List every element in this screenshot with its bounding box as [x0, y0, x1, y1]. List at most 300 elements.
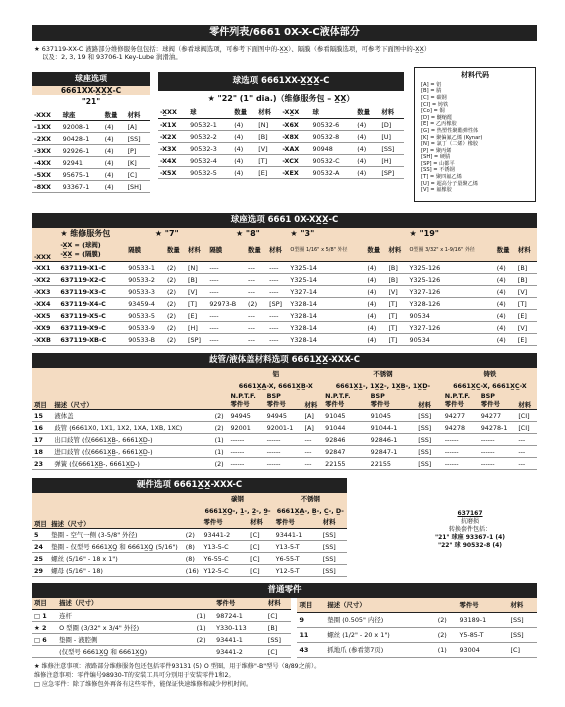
page-title: 零件列表/6661 0X-X-C液体部分: [32, 25, 537, 41]
table-cell: ------: [479, 458, 517, 470]
table-row: [32, 553, 347, 565]
table-cell: (2): [213, 410, 229, 422]
table-cell: Y327-126: [408, 286, 495, 298]
table-cell: 637119-X5-C: [58, 310, 126, 322]
table-cell: -XX4: [32, 298, 58, 310]
table-cell: 23: [32, 458, 52, 470]
table-cell: ----: [207, 310, 246, 322]
table-row: [32, 610, 291, 622]
common-col-mat-2: 材料: [510, 600, 524, 609]
seat-col-code: -XXX: [34, 110, 51, 119]
table-cell: 垫圈 - 液腔侧: [57, 634, 195, 646]
table-cell: Y12-5-C: [201, 565, 248, 577]
table-cell: 螺母 (5/16" - 18): [49, 565, 184, 577]
table-cell: [B]: [266, 622, 292, 634]
table-cell: Y325-126: [408, 262, 495, 274]
ball-col-mat: 材料: [258, 108, 272, 117]
table-cell: [T]: [386, 298, 407, 310]
legend-item: [SH] = 硬腈: [421, 154, 451, 161]
table-cell: [A]: [302, 422, 323, 434]
table-row: [32, 634, 291, 646]
table-cell: ---: [302, 458, 323, 470]
group-19-sub: O型圈 3/32" x 1-9/16" 外径: [409, 247, 475, 254]
legend-item: [U] = 超高分子量聚乙烯: [421, 180, 478, 187]
table-cell: 92973-B: [207, 298, 246, 310]
table-cell: ★ 2: [32, 622, 57, 634]
table-row: [32, 410, 537, 422]
table-cell: 22155: [323, 458, 369, 470]
table-row: -X2X 90532-2 (4) [B] -X8X 90532-8 (4) [U]: [158, 131, 404, 143]
table-cell: Y325-14: [288, 262, 365, 274]
seat-col-qty: 数量: [104, 110, 118, 119]
table-cell: (2): [165, 274, 186, 286]
common-col-item-2: 项目: [299, 600, 313, 609]
table-cell: (1): [195, 610, 215, 622]
ball-col-mat-2: 材料: [381, 108, 395, 117]
common-col-part: 零件号: [216, 599, 236, 608]
table-cell: Y327-14: [288, 286, 365, 298]
table-cell: (4): [495, 310, 516, 322]
seat-options-table: [32, 72, 150, 193]
table-cell: □ 1: [32, 610, 57, 622]
table-cell: [T]: [386, 322, 407, 334]
table-cell: 出口歧管 (仅6661X̲B̲-, 6661X̲D̲-): [52, 434, 212, 446]
table-cell: 92847-1: [369, 446, 417, 458]
table-cell: ------: [443, 434, 479, 446]
legend-item: [A] = 铝: [421, 81, 442, 88]
group-castiron: 铸铁: [483, 369, 497, 378]
table-cell: [C]: [248, 565, 274, 577]
table-cell: (4): [365, 334, 386, 346]
table-cell: [V]: [186, 286, 207, 298]
table-cell: Y13-5-C: [201, 541, 248, 553]
table-cell: ----: [207, 286, 246, 298]
kit-line-1: 抗磨损: [460, 518, 479, 525]
table-cell: Y6-55-C: [201, 553, 248, 565]
table-row: [32, 446, 537, 458]
legend-item: [C] = 碳钢: [421, 94, 447, 101]
table-cell: ---: [246, 274, 267, 286]
table-cell: (8): [184, 553, 202, 565]
table-cell: 92001: [228, 422, 264, 434]
col-alu-mat: 材料: [304, 401, 318, 410]
col-ci-npt: N.P.T.F. 零件号: [444, 392, 471, 409]
hw-col-mat-2: 材料: [322, 518, 336, 527]
table-cell: 90533-5: [126, 310, 165, 322]
table-cell: (8): [184, 541, 202, 553]
table-row: -8XX 93367-1 (4) [SH]: [32, 181, 150, 193]
table-cell: ---: [516, 446, 537, 458]
table-cell: 637119-X3-C: [58, 286, 126, 298]
table-cell: (2): [165, 298, 186, 310]
table-cell: [T]: [516, 298, 537, 310]
table-cell: (2): [165, 322, 186, 334]
group-stainless-models: 6661X̲1̲-, 1X̲2̲-, 1X̲B̲-, 1X̲D̲-: [335, 381, 431, 390]
table-cell: (1): [436, 643, 458, 658]
table-cell: Y330-113: [214, 622, 266, 634]
col-backup: 隔膜: [209, 246, 223, 255]
table-cell: -XXB: [32, 334, 58, 346]
table-cell: [CI]: [516, 422, 537, 434]
table-cell: 5: [32, 529, 49, 541]
table-cell: ---: [246, 262, 267, 274]
intro-text: [34, 45, 534, 61]
table-row: [32, 298, 537, 310]
col-qty-19: 数量: [496, 246, 510, 255]
table-cell: 11: [297, 628, 325, 643]
table-cell: 90533-1: [126, 262, 165, 274]
table-row: [32, 529, 347, 541]
table-cell: 92001-1: [265, 422, 303, 434]
table-cell: 29: [32, 565, 49, 577]
col-diaphragm: 隔膜: [128, 246, 141, 255]
table-cell: [SS]: [416, 446, 443, 458]
table-cell: 90534: [408, 334, 495, 346]
table-cell: 17: [32, 434, 52, 446]
table-cell: Y6-55-T: [274, 553, 321, 565]
table-cell: (2): [184, 529, 202, 541]
ball-col-qty: 数量: [234, 108, 247, 117]
hw-group-carbon-models: 6661X̲Q̲-, 1̲-, 2̲-, 9̲-: [204, 506, 271, 515]
ball-subheader: ★ "22" (1" dia.)（维修服务包 – X̲X̲）: [207, 93, 355, 103]
table-cell: [E]: [186, 310, 207, 322]
table-cell: 93004: [457, 643, 508, 658]
table-cell: 94945: [228, 410, 264, 422]
table-cell: -XX1: [32, 262, 58, 274]
diaphragm-options-table: [32, 213, 537, 346]
legend-item: [N] = 氯丁（二烯）橡胶: [421, 141, 479, 148]
table-cell: ---: [246, 322, 267, 334]
table-cell: 90533-9: [126, 322, 165, 334]
table-cell: 歧管 (6661X0, 1X1, 1X2, 1XA, 1XB, 1XC): [52, 422, 212, 434]
table-row: [32, 274, 537, 286]
table-cell: (4): [495, 286, 516, 298]
col-ss-bsp: BSP 零件号: [370, 392, 390, 409]
col-xxx: -XXX: [34, 253, 51, 262]
table-cell: ----: [207, 274, 246, 286]
table-cell: -XX9: [32, 322, 58, 334]
col-ss-mat: 材料: [418, 401, 431, 410]
table-cell: Y5-85-T: [457, 628, 508, 643]
legend-item: [D] = 醚缩醛: [421, 114, 453, 121]
manifold-options-table: [32, 353, 537, 470]
common-col-desc-2: 描述（尺寸）: [327, 600, 366, 609]
table-cell: (16): [184, 565, 202, 577]
common-col-desc: 描述（尺寸）: [59, 599, 98, 608]
table-cell: 90533-3: [126, 286, 165, 298]
table-cell: [SS]: [509, 628, 537, 643]
col-mat-7: 材料: [188, 246, 201, 255]
group-aluminum: 铝: [272, 369, 279, 378]
table-cell: [B]: [386, 262, 407, 274]
table-cell: 637119-X1-C: [58, 262, 126, 274]
table-cell: [B]: [386, 274, 407, 286]
table-row: [32, 622, 291, 634]
footnote-1: ★ 维修注意事项：液路部分维修服务包还包括零件93131 (5) O 型圈，用于维修"-B"型号（8/89之前）。: [34, 663, 321, 670]
footnote-2: 维修注意事项：零件编号98930-T的安装工具可分别用于安装零件1和2。: [34, 672, 235, 679]
table-cell: ------: [228, 458, 264, 470]
table-cell: 进口歧管 (仅6661X̲B̲-, 6661X̲D̲-): [52, 446, 212, 458]
hw-col-desc: 描述（尺寸）: [51, 520, 90, 529]
table-cell: ----: [267, 274, 288, 286]
table-row: [32, 565, 347, 577]
table-cell: ----: [207, 262, 246, 274]
table-cell: [E]: [516, 310, 537, 322]
hw-col-part-2: 零件号: [275, 518, 295, 527]
table-cell: 92846-1: [369, 434, 417, 446]
table-row: [32, 310, 537, 322]
common-col-mat: 材料: [267, 599, 281, 608]
table-cell: (2): [165, 286, 186, 298]
table-cell: -XX3: [32, 286, 58, 298]
table-cell: ---: [516, 458, 537, 470]
group-stainless: 不锈钢: [373, 369, 393, 378]
table-cell: [A]: [302, 410, 323, 422]
table-cell: [V]: [386, 286, 407, 298]
table-row: [32, 541, 347, 553]
table-cell: [E]: [516, 334, 537, 346]
table-cell: ---: [302, 446, 323, 458]
group-19: ★ "19": [409, 228, 439, 238]
table-cell: [SS]: [509, 613, 537, 628]
table-row: [32, 646, 291, 658]
hardware-options-table: [32, 478, 347, 577]
table-cell: Y328-14: [288, 298, 365, 310]
table-cell: 93441-1: [214, 634, 266, 646]
table-cell: [C]: [509, 643, 537, 658]
ball-header: 球选项 6661XX-X̲X̲X̲-C: [158, 72, 404, 91]
table-row: -X1X 90532-1 (4) [N] -X6X 90532-6 (4) [D]: [158, 119, 404, 131]
table-cell: 637119-X9-C: [58, 322, 126, 334]
table-cell: (2): [213, 422, 229, 434]
table-cell: [SS]: [416, 434, 443, 446]
col-qty-7: 数量: [166, 246, 180, 255]
table-cell: [V]: [516, 322, 537, 334]
table-cell: ---: [246, 286, 267, 298]
table-cell: ------: [265, 458, 303, 470]
table-cell: 637119-X2-C: [58, 274, 126, 286]
table-cell: [C]: [248, 553, 274, 565]
table-cell: (4): [365, 310, 386, 322]
group-aluminum-models: 6661X̲A̲-X, 6661X̲B̲-X: [238, 381, 313, 390]
table-row: [32, 262, 537, 274]
col-ci-bsp: BSP 零件号: [480, 392, 500, 409]
legend-item: [V] = 氟橡胶: [421, 187, 452, 194]
seat-group-label: "21": [81, 97, 101, 107]
table-cell: ----: [207, 334, 246, 346]
table-cell: (4): [365, 274, 386, 286]
table-cell: □ 6: [32, 634, 57, 646]
table-cell: [SS]: [321, 529, 347, 541]
col-alu-npt: N.P.T.F. 零件号: [230, 392, 256, 409]
table-cell: (1): [213, 446, 229, 458]
manifold-header: 歧管/液体盖材料选项 6661X̲X̲-XXX-C: [32, 353, 537, 368]
table-cell: 90534: [408, 310, 495, 322]
hw-col-mat: 材料: [250, 518, 263, 527]
table-cell: (2): [195, 634, 215, 646]
table-cell: 92846: [323, 434, 369, 446]
table-cell: 91045: [369, 410, 417, 422]
table-cell: 94277: [479, 410, 517, 422]
table-row: [297, 628, 537, 643]
hw-group-stainless-models: 6661X̲A̲-, B̲-, C̲-, D̲-: [276, 506, 344, 515]
table-cell: [T]: [386, 310, 407, 322]
legend-item: [SS] = 不锈钢: [421, 167, 455, 174]
ball-options-table: [158, 72, 404, 179]
table-row: -X3X 90532-3 (4) [V] -XAX 90948 (4) [SS]: [158, 143, 404, 155]
table-cell: (2): [246, 298, 267, 310]
table-cell: O 型圈 (3/32" x 3/4" 外径): [57, 622, 195, 634]
table-cell: 22155: [369, 458, 417, 470]
table-row: [32, 422, 537, 434]
table-cell: ----: [267, 262, 288, 274]
table-cell: 螺丝 (1/2" - 20 x 1"): [325, 628, 435, 643]
table-cell: 91044: [323, 422, 369, 434]
table-cell: ------: [228, 446, 264, 458]
table-row: [32, 286, 537, 298]
table-cell: Y325-14: [288, 274, 365, 286]
table-cell: ------: [443, 458, 479, 470]
col-ss-npt: N.P.T.F. 零件号: [325, 392, 351, 409]
table-row: [297, 643, 537, 658]
common-parts-table: [32, 583, 537, 658]
table-cell: 93441-1: [274, 529, 321, 541]
table-cell: (4): [365, 322, 386, 334]
table-cell: (1): [195, 622, 215, 634]
kit-head: ★ 维修服务包: [60, 228, 111, 238]
table-cell: 垫圈 - 空气一侧 (3-5/8" 外径): [49, 529, 184, 541]
table-cell: 93459-4: [126, 298, 165, 310]
table-cell: Y13-5-T: [274, 541, 321, 553]
common-header: 普通零件: [32, 583, 537, 598]
table-cell: [B]: [516, 262, 537, 274]
table-cell: 90533-2: [126, 274, 165, 286]
group-7: ★ "7": [154, 228, 179, 238]
table-cell: (2): [165, 262, 186, 274]
table-cell: ------: [479, 446, 517, 458]
ball-col-code-2: -XX̲X: [282, 108, 300, 117]
hardware-header: 硬件选项 6661X̲X̲-XXX-C: [32, 478, 347, 493]
table-row: -4XX 92941 (4) [K]: [32, 157, 150, 169]
table-cell: [SP]: [186, 334, 207, 346]
table-cell: 16: [32, 422, 52, 434]
table-cell: [SS]: [266, 634, 292, 646]
table-cell: 94277: [443, 410, 479, 422]
table-cell: (2): [436, 613, 458, 628]
table-cell: (1): [213, 434, 229, 446]
table-cell: ------: [443, 446, 479, 458]
table-cell: (4): [365, 262, 386, 274]
table-row: -3XX 92926-1 (4) [P]: [32, 145, 150, 157]
table-cell: ---: [516, 434, 537, 446]
legend-item: [P] = 聚丙烯: [421, 147, 452, 154]
table-cell: [T]: [386, 334, 407, 346]
table-cell: ------: [228, 434, 264, 446]
table-cell: [SS]: [321, 565, 347, 577]
table-cell: 弹簧 (仅6661X̲B̲-, 6661X̲D̲-): [52, 458, 212, 470]
table-cell: (4): [495, 322, 516, 334]
table-cell: 637119-XB-C: [58, 334, 126, 346]
table-cell: (2): [436, 628, 458, 643]
common-col-part-2: 零件号: [459, 600, 479, 609]
table-cell: [SS]: [416, 422, 443, 434]
table-cell: 93441-2: [214, 646, 266, 658]
table-row: -5XX 95675-1 (4) [C]: [32, 169, 150, 181]
table-cell: 94278: [443, 422, 479, 434]
table-cell: 连杆: [57, 610, 195, 622]
table-row: -X5X 90532-5 (4) [E] -XEX 90532-A (4) [SP]: [158, 167, 404, 179]
table-row: -1XX 92008-1 (4) [A]: [32, 121, 150, 133]
kit-line-3: "21" 球座 93367-1 (4): [434, 534, 506, 541]
footnote-3: □ 应急零件：除了维修包外再备有这些零件，能保证快速维修和减少停机时间。: [34, 681, 253, 688]
table-cell: ----: [267, 322, 288, 334]
table-row: [32, 334, 537, 346]
col-item: 项目: [34, 401, 47, 410]
table-row: [32, 458, 537, 470]
table-row: [297, 613, 537, 628]
kit-line-2: 转换套件包括：: [448, 526, 491, 533]
table-cell: Y325-126: [408, 274, 495, 286]
table-row: -X4X 90532-4 (4) [T] -XCX 90532-C (4) [H]: [158, 155, 404, 167]
hw-group-carbon: 碳钢: [231, 494, 244, 503]
legend-item: [T] = 聚四氟乙烯: [421, 174, 462, 181]
table-cell: 液体盖: [52, 410, 212, 422]
table-cell: ------: [479, 434, 517, 446]
table-row: -2XX 90428-1 (4) [SS]: [32, 133, 150, 145]
col-qty-8: 数量: [248, 246, 261, 255]
hw-col-item: 项目: [34, 520, 47, 529]
table-cell: Y328-14: [288, 334, 365, 346]
group-castiron-models: 6661X̲C̲-X, 6661X̲C̲-X: [453, 381, 527, 390]
table-cell: 抓地爪 (参看第7页): [325, 643, 435, 658]
col-desc: 描述（尺寸）: [54, 401, 93, 410]
table-cell: ----: [267, 334, 288, 346]
table-cell: 93441-2: [201, 529, 248, 541]
table-cell: -XX5: [32, 310, 58, 322]
table-cell: [32, 646, 57, 658]
ball-col-qty-2: 数量: [357, 108, 370, 117]
table-cell: (4): [495, 298, 516, 310]
table-cell: [SP]: [267, 298, 288, 310]
hw-col-part: 零件号: [203, 518, 223, 527]
footnotes: [34, 662, 539, 689]
table-cell: 92847: [323, 446, 369, 458]
table-cell: (4): [495, 274, 516, 286]
table-cell: 15: [32, 410, 52, 422]
table-cell: [B]: [516, 274, 537, 286]
seat-header: 球座选项: [32, 72, 150, 86]
intro-line-2: 以及：2, 3, 19 和 93706-1 Key-Lube 润滑油。: [42, 53, 182, 61]
table-cell: 94278-1: [479, 422, 517, 434]
table-cell: Y328-14: [288, 322, 365, 334]
table-cell: 25: [32, 553, 49, 565]
group-8: ★ "8": [235, 228, 260, 238]
table-cell: [C]: [248, 541, 274, 553]
table-cell: ----: [267, 310, 288, 322]
table-cell: ------: [265, 434, 303, 446]
legend-item: [G] = 热塑性聚酯弹性体: [421, 127, 479, 134]
legend-item: [SP] = 山都平: [421, 160, 455, 167]
table-cell: ---: [302, 434, 323, 446]
table-cell: [SS]: [321, 541, 347, 553]
table-cell: [B]: [186, 274, 207, 286]
legend-item: [B] = 腈: [421, 88, 442, 95]
legend-title: 材料代码: [461, 71, 489, 79]
materials-legend: [414, 67, 536, 202]
table-cell: ----: [267, 286, 288, 298]
table-cell: (仅型号 6661X̲Q̲ 和 6661X̲Q̲): [57, 646, 195, 658]
table-row: [32, 322, 537, 334]
